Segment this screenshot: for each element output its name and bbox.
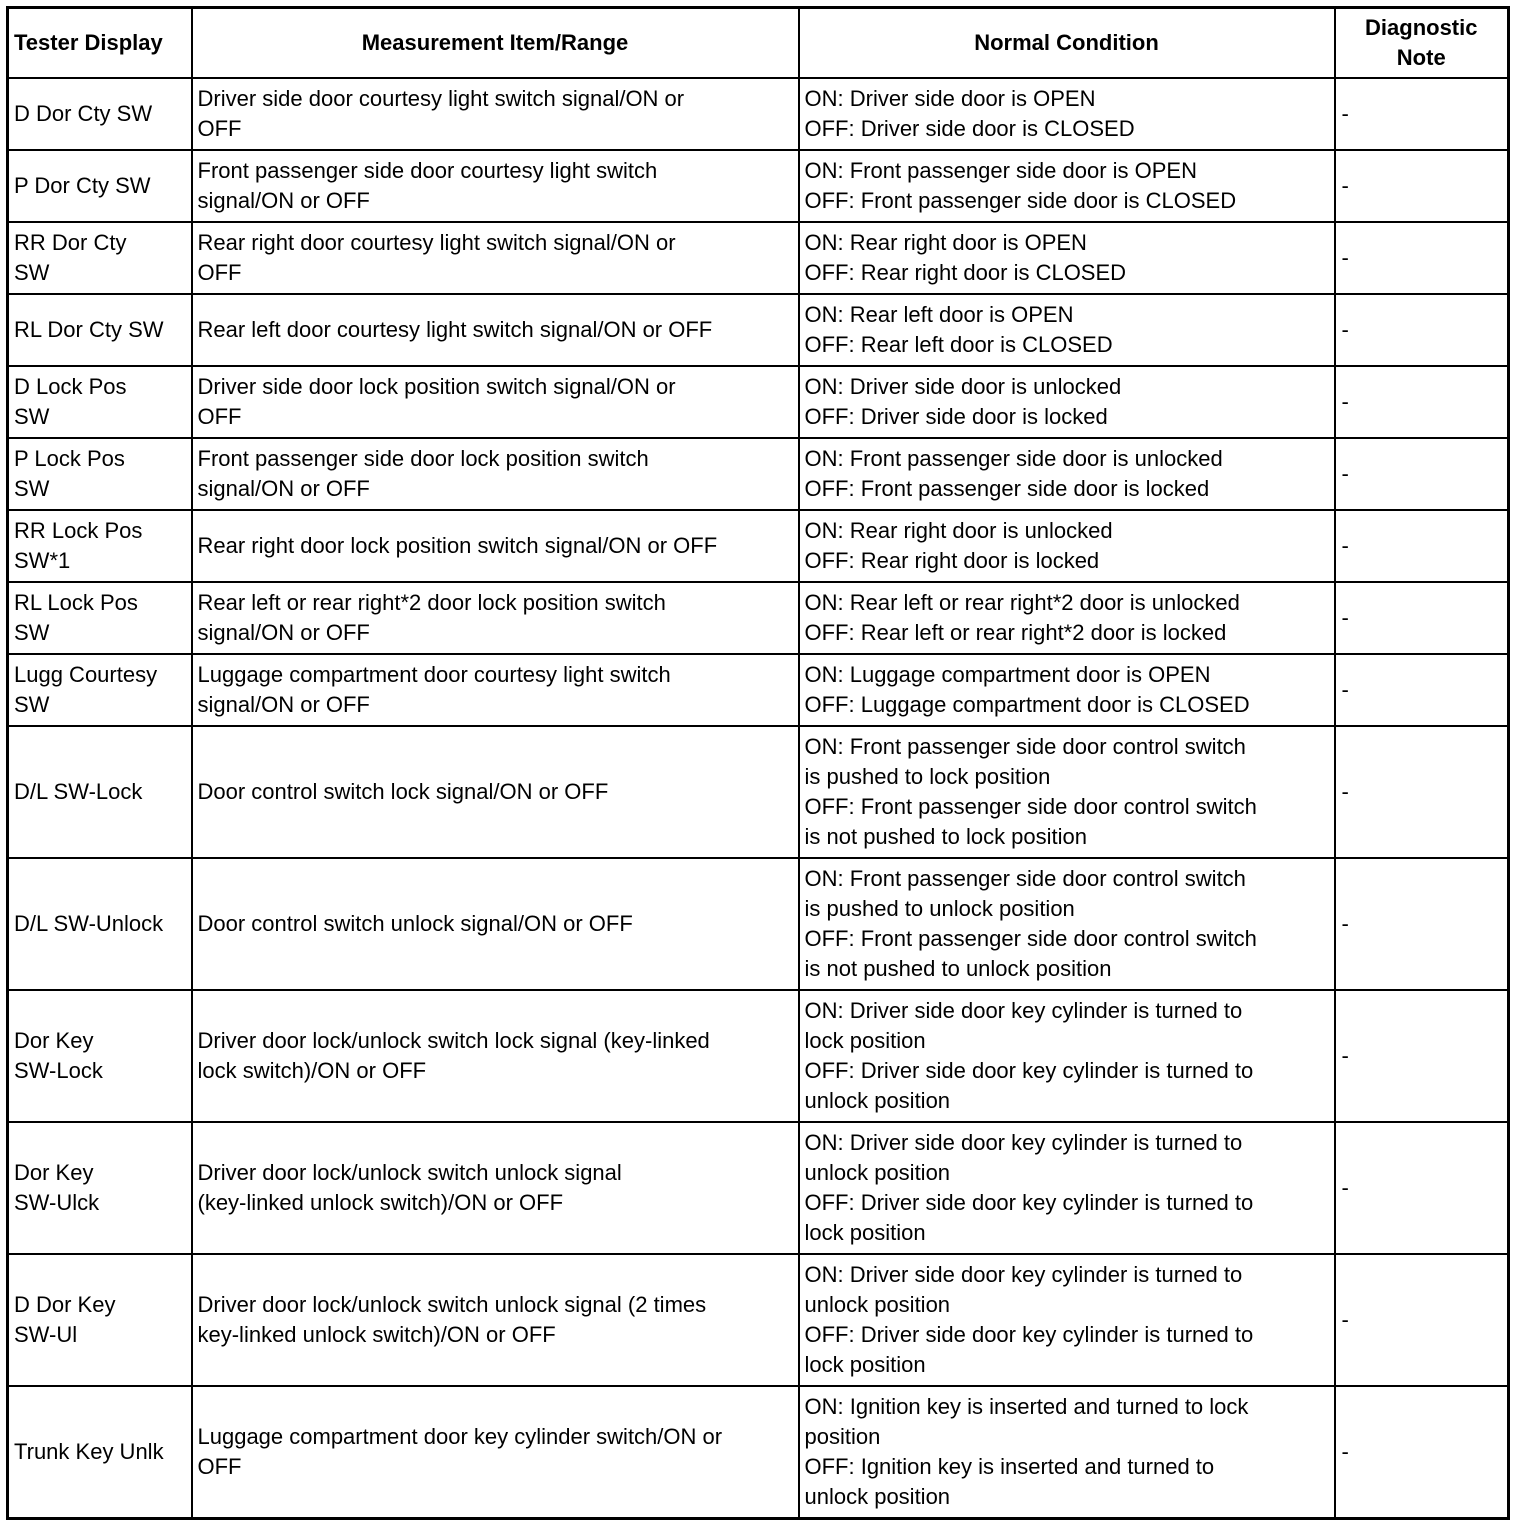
table-body xyxy=(8,78,1509,1518)
table-row xyxy=(8,222,1509,294)
tester-display-cell: D Dor Key SW-Ul xyxy=(8,1254,192,1386)
normal-condition-cell: ON: Ignition key is inserted and turned to lock position OFF: Ignition key is inserted and turned to unlock position xyxy=(799,1386,1335,1518)
normal-condition-cell: ON: Driver side door key cylinder is turned to unlock position OFF: Driver side door key cylinder is turned to lock position xyxy=(799,1122,1335,1254)
normal-condition-cell: ON: Driver side door key cylinder is turned to lock position OFF: Driver side door key cylinder is turned to unlock position xyxy=(799,990,1335,1122)
header-normal-condition: Normal Condition xyxy=(799,8,1335,79)
measurement-cell: Rear left door courtesy light switch signal/ON or OFF xyxy=(192,294,799,366)
diagnostic-note-cell: - xyxy=(1335,858,1509,990)
tester-display-cell: P Lock Pos SW xyxy=(8,438,192,510)
normal-condition-cell: ON: Rear left or rear right*2 door is unlocked OFF: Rear left or rear right*2 door is locked xyxy=(799,582,1335,654)
normal-condition-cell: ON: Driver side door key cylinder is turned to unlock position OFF: Driver side door key cylinder is turned to lock position xyxy=(799,1254,1335,1386)
header-tester-display: Tester Display xyxy=(8,8,192,79)
tester-display-cell: P Dor Cty SW xyxy=(8,150,192,222)
measurement-cell: Luggage compartment door courtesy light switch signal/ON or OFF xyxy=(192,654,799,726)
table-row xyxy=(8,654,1509,726)
table-row xyxy=(8,294,1509,366)
measurement-cell: Rear right door courtesy light switch signal/ON or OFF xyxy=(192,222,799,294)
diagnostic-note-cell: - xyxy=(1335,654,1509,726)
normal-condition-cell: ON: Front passenger side door is OPEN OFF: Front passenger side door is CLOSED xyxy=(799,150,1335,222)
measurement-cell: Door control switch unlock signal/ON or OFF xyxy=(192,858,799,990)
measurement-cell: Driver side door courtesy light switch signal/ON or OFF xyxy=(192,78,799,150)
measurement-cell: Driver door lock/unlock switch lock signal (key-linked lock switch)/ON or OFF xyxy=(192,990,799,1122)
normal-condition-cell: ON: Front passenger side door is unlocked OFF: Front passenger side door is locked xyxy=(799,438,1335,510)
diagnostic-note-cell: - xyxy=(1335,294,1509,366)
header-row xyxy=(8,8,1509,79)
table-row xyxy=(8,726,1509,858)
normal-condition-cell: ON: Rear right door is unlocked OFF: Rear right door is locked xyxy=(799,510,1335,582)
tester-display-cell: Lugg Courtesy SW xyxy=(8,654,192,726)
header-measurement: Measurement Item/Range xyxy=(192,8,799,79)
table-row xyxy=(8,582,1509,654)
diagnostic-note-cell: - xyxy=(1335,438,1509,510)
data-table xyxy=(6,6,1510,1520)
diagnostic-note-cell: - xyxy=(1335,1122,1509,1254)
table-row xyxy=(8,150,1509,222)
normal-condition-cell: ON: Rear left door is OPEN OFF: Rear left door is CLOSED xyxy=(799,294,1335,366)
table-row xyxy=(8,366,1509,438)
table-row xyxy=(8,1122,1509,1254)
diagnostic-note-cell: - xyxy=(1335,150,1509,222)
measurement-cell: Driver side door lock position switch signal/ON or OFF xyxy=(192,366,799,438)
measurement-cell: Driver door lock/unlock switch unlock signal (key-linked unlock switch)/ON or OFF xyxy=(192,1122,799,1254)
normal-condition-cell: ON: Front passenger side door control switch is pushed to unlock position OFF: Front passenger side door control switch is not pushed to unlock position xyxy=(799,858,1335,990)
tester-display-cell: RR Dor Cty SW xyxy=(8,222,192,294)
normal-condition-cell: ON: Driver side door is unlocked OFF: Driver side door is locked xyxy=(799,366,1335,438)
tester-display-cell: RL Dor Cty SW xyxy=(8,294,192,366)
table-row xyxy=(8,1386,1509,1518)
measurement-cell: Driver door lock/unlock switch unlock signal (2 times key-linked unlock switch)/ON or OFF xyxy=(192,1254,799,1386)
tester-display-cell: D/L SW-Unlock xyxy=(8,858,192,990)
diagnostic-note-cell: - xyxy=(1335,726,1509,858)
header-diagnostic-note: Diagnostic Note xyxy=(1335,8,1509,79)
diagnostic-note-cell: - xyxy=(1335,222,1509,294)
table-row xyxy=(8,510,1509,582)
tester-display-cell: D Lock Pos SW xyxy=(8,366,192,438)
tester-display-cell: Trunk Key Unlk xyxy=(8,1386,192,1518)
table-row xyxy=(8,858,1509,990)
tester-display-cell: Dor Key SW-Ulck xyxy=(8,1122,192,1254)
diagnostic-note-cell: - xyxy=(1335,1386,1509,1518)
measurement-cell: Rear left or rear right*2 door lock position switch signal/ON or OFF xyxy=(192,582,799,654)
diagnostic-note-cell: - xyxy=(1335,1254,1509,1386)
diagnostic-note-cell: - xyxy=(1335,366,1509,438)
table-row xyxy=(8,78,1509,150)
tester-display-cell: D/L SW-Lock xyxy=(8,726,192,858)
measurement-cell: Luggage compartment door key cylinder switch/ON or OFF xyxy=(192,1386,799,1518)
tester-display-cell: RL Lock Pos SW xyxy=(8,582,192,654)
normal-condition-cell: ON: Driver side door is OPEN OFF: Driver side door is CLOSED xyxy=(799,78,1335,150)
measurement-cell: Front passenger side door courtesy light switch signal/ON or OFF xyxy=(192,150,799,222)
tester-display-cell: RR Lock Pos SW*1 xyxy=(8,510,192,582)
diagnostic-note-cell: - xyxy=(1335,510,1509,582)
measurement-cell: Rear right door lock position switch signal/ON or OFF xyxy=(192,510,799,582)
measurement-cell: Front passenger side door lock position switch signal/ON or OFF xyxy=(192,438,799,510)
table-row xyxy=(8,990,1509,1122)
table-row xyxy=(8,438,1509,510)
normal-condition-cell: ON: Rear right door is OPEN OFF: Rear right door is CLOSED xyxy=(799,222,1335,294)
table-row xyxy=(8,1254,1509,1386)
measurement-cell: Door control switch lock signal/ON or OFF xyxy=(192,726,799,858)
diagnostic-note-cell: - xyxy=(1335,990,1509,1122)
tester-display-cell: D Dor Cty SW xyxy=(8,78,192,150)
normal-condition-cell: ON: Luggage compartment door is OPEN OFF: Luggage compartment door is CLOSED xyxy=(799,654,1335,726)
diagnostic-note-cell: - xyxy=(1335,78,1509,150)
diagnostic-note-cell: - xyxy=(1335,582,1509,654)
tester-display-cell: Dor Key SW-Lock xyxy=(8,990,192,1122)
normal-condition-cell: ON: Front passenger side door control switch is pushed to lock position OFF: Front passenger side door control switch is not pushed to lock position xyxy=(799,726,1335,858)
